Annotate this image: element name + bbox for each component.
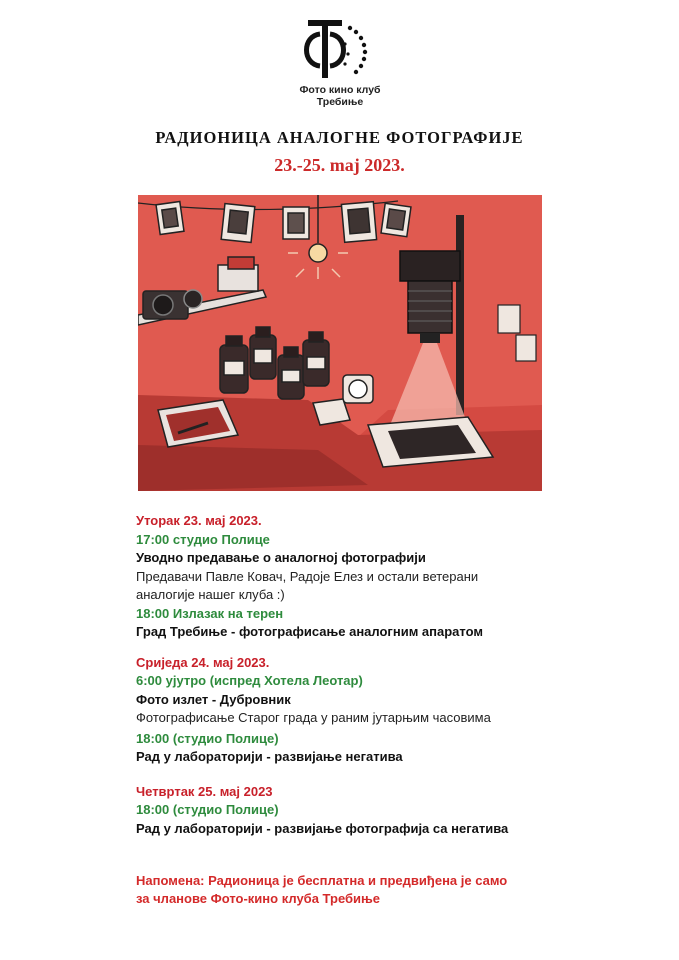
workshop-dates: 23.-25. maj 2023. <box>274 155 405 175</box>
event-time: 17:00 студио Полице <box>136 531 270 547</box>
event-time: 6:00 ујутро (испред Хотела Леотар) <box>136 673 363 688</box>
event-time: 18:00 (студио Полице) <box>136 730 279 746</box>
event-time: 18:00 Излазак на терен <box>136 605 284 621</box>
day-block-wednesday <box>136 654 566 767</box>
note-line2: за чланове Фото-кино клуба Требиње <box>136 891 381 906</box>
day-heading: Сриједа 24. мај 2023. <box>136 654 270 670</box>
darkroom-illustration <box>138 195 542 491</box>
event-description: Предавачи Павле Ковач, Радоје Елез и остали ветерани аналогије нашег клуба :) <box>136 568 479 602</box>
day-heading: Уторак 23. мај 2023. <box>136 513 262 528</box>
day-block-thursday <box>136 783 566 839</box>
club-logo <box>290 14 390 94</box>
schedule <box>136 512 566 850</box>
club-name <box>250 84 430 108</box>
day-block-tuesday <box>136 512 566 642</box>
day-heading: Четвртак 25. мај 2023 <box>136 783 273 799</box>
workshop-note <box>136 872 556 908</box>
club-name-line1: Фото кино клуб <box>299 84 381 96</box>
event-time: 18:00 (студио Полице) <box>136 802 279 817</box>
event-title: Уводно предавање о аналогној фотографији <box>136 550 426 565</box>
event-description: Фотографисање Старог града у раним јутарњим часовима <box>136 710 491 725</box>
club-name-line2: Требиње <box>316 96 364 108</box>
event-title: Град Требиње - фотографисање аналогним апаратом <box>136 624 483 639</box>
note-line1: Напомена: Радионица је бесплатна и предвиђена је само <box>136 873 508 888</box>
event-title: Фото излет - Дубровник <box>136 691 291 707</box>
event-title: Рад у лабораторији - развијање фотографија са негатива <box>136 820 509 836</box>
page-title: РАДИОНИЦА АНАЛОГНЕ ФОТОГРАФИЈЕ <box>155 128 524 147</box>
event-title: Рад у лабораторији - развијање негатива <box>136 749 403 764</box>
